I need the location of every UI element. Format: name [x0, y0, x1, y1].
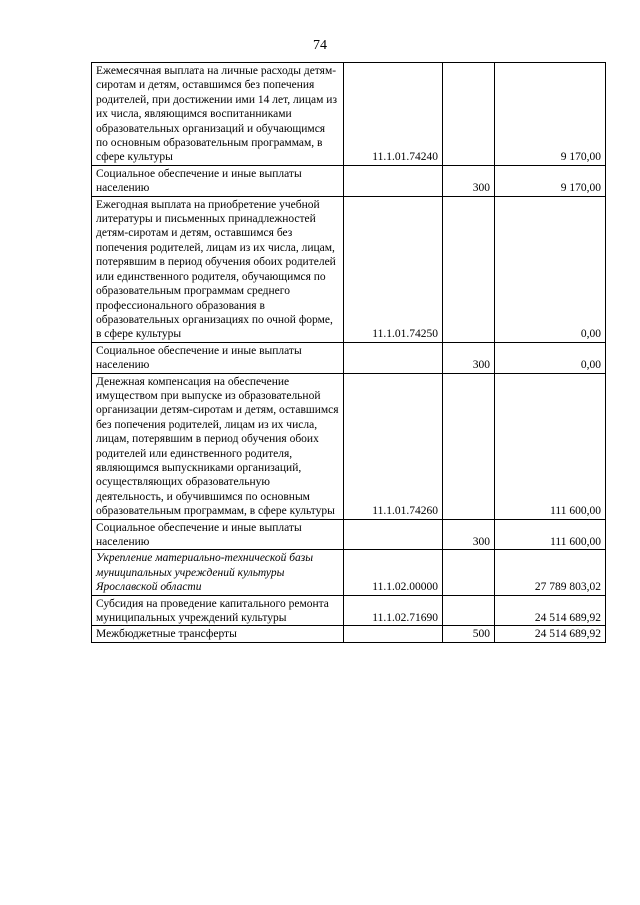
row-expense-type-cell: 500: [443, 626, 495, 642]
table-row: [92, 342, 606, 373]
table-row: [92, 63, 606, 166]
row-expense-type-cell: 300: [443, 342, 495, 373]
page-number: 74: [313, 38, 327, 53]
table-row: [92, 373, 606, 519]
row-code-cell: [344, 165, 443, 196]
budget-table: [91, 62, 606, 643]
row-expense-type-cell: [443, 196, 495, 342]
table-row: [92, 595, 606, 626]
row-name-cell: Межбюджетные трансферты: [92, 626, 344, 642]
row-sum-cell: 111 600,00: [495, 519, 606, 550]
row-expense-type-cell: [443, 550, 495, 595]
row-name-cell: Денежная компенсация на обеспечение имуществом при выпуске из образовательной организации детям-сиротам и детям, оставшимся без попечения родителей, лицам из их числа, лицам, потерявшим в период обучения обоих родителей или единственного родителя, являющимся выпускниками организаций, осуществляющих образовательную деятельность, и обучившимся по основным образовательным программам, в сфере культуры: [92, 373, 344, 519]
budget-table-body: [92, 63, 606, 643]
row-code-cell: 11.1.01.74240: [344, 63, 443, 166]
row-expense-type-cell: 300: [443, 165, 495, 196]
row-name-cell: Субсидия на проведение капитального ремонта муниципальных учреждений культуры: [92, 595, 344, 626]
row-sum-cell: 111 600,00: [495, 373, 606, 519]
row-expense-type-cell: [443, 595, 495, 626]
row-name-cell: Ежегодная выплата на приобретение учебной литературы и письменных принадлежностей детям-сиротам и детям, оставшимся без попечения родителей, лицам из их числа, лицам, потерявшим в период обучения обоих родителей или единственного родителя, обучающимся по образовательным программам среднего профессионального образования в образовательных организациях по очной форме, в сфере культуры: [92, 196, 344, 342]
row-name-cell: Социальное обеспечение и иные выплаты населению: [92, 342, 344, 373]
row-sum-cell: 0,00: [495, 342, 606, 373]
table-row: [92, 626, 606, 642]
row-code-cell: 11.1.01.74260: [344, 373, 443, 519]
row-name-cell: Социальное обеспечение и иные выплаты населению: [92, 519, 344, 550]
table-row: [92, 196, 606, 342]
row-code-cell: [344, 342, 443, 373]
row-sum-cell: 24 514 689,92: [495, 595, 606, 626]
row-sum-cell: 9 170,00: [495, 165, 606, 196]
row-code-cell: 11.1.01.74250: [344, 196, 443, 342]
row-code-cell: [344, 519, 443, 550]
row-name-cell: Ежемесячная выплата на личные расходы детям-сиротам и детям, оставшимся без попечения родителей, при достижении ими 14 лет, лицам из их числа, являющимся воспитанниками образовательных организаций и обучающимся по основным образовательным программам, в сфере культуры: [92, 63, 344, 166]
row-code-cell: 11.1.02.71690: [344, 595, 443, 626]
row-sum-cell: 24 514 689,92: [495, 626, 606, 642]
table-row: [92, 550, 606, 595]
row-expense-type-cell: [443, 373, 495, 519]
row-sum-cell: 9 170,00: [495, 63, 606, 166]
row-expense-type-cell: 300: [443, 519, 495, 550]
row-code-cell: 11.1.02.00000: [344, 550, 443, 595]
row-code-cell: [344, 626, 443, 642]
table-row: [92, 165, 606, 196]
table-row: [92, 519, 606, 550]
row-name-cell: Укрепление материально-технической базы муниципальных учреждений культуры Ярославской области: [92, 550, 344, 595]
row-name-cell: Социальное обеспечение и иные выплаты населению: [92, 165, 344, 196]
row-sum-cell: 0,00: [495, 196, 606, 342]
row-expense-type-cell: [443, 63, 495, 166]
row-sum-cell: 27 789 803,02: [495, 550, 606, 595]
